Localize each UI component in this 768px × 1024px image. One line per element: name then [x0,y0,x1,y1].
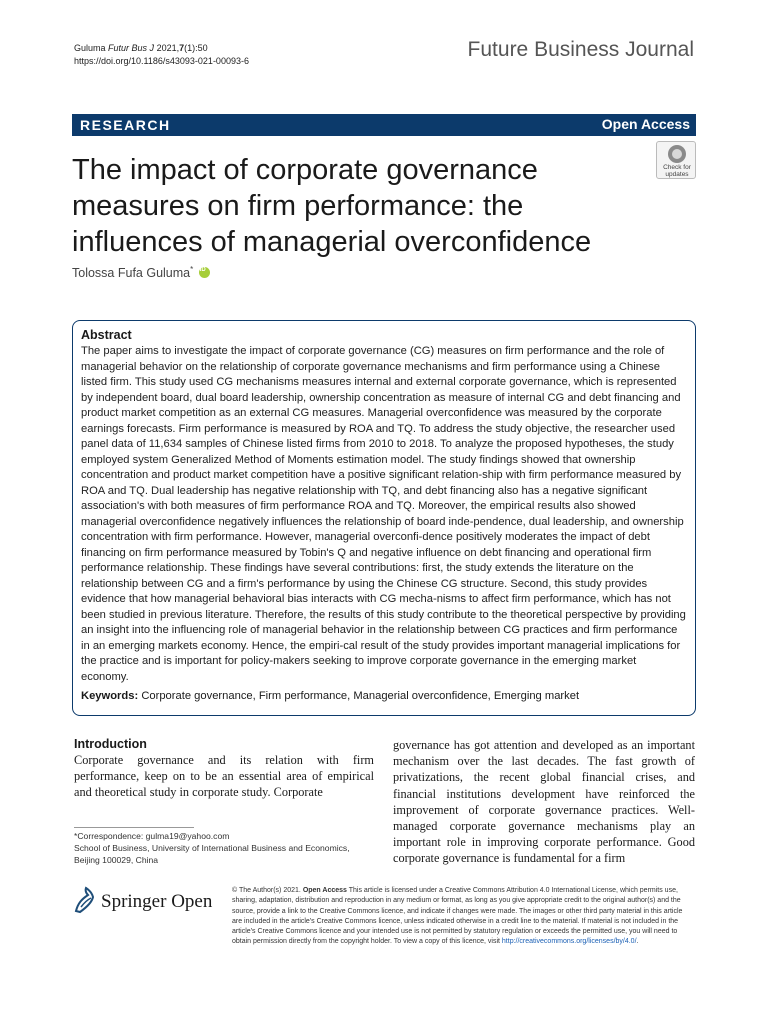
license-body: This article is licensed under a Creative Commons Attribution 4.0 International License, which permits use, sharing, adaptation, distribution and reproduction in any medium or format, as long as you give appropriate credit to the original author(s) and the source, provide a link to the Creative Commons licence, and indicate if changes were made. The images or other third party material in this article are included in the article's Creative Commons licence, unless indicated otherwise in a credit line to the material. If material is not included in the article's Creative Commons licence and your intended use is not permitted by statutory regulation or exceeds the permitted use, you will need to obtain permission directly from the copyright holder. To view a copy of this licence, visit [232,887,683,946]
intro-left-column [74,737,374,801]
journal-name: Future Business Journal [467,38,694,61]
license-prefix: © The Author(s) 2021. [232,887,301,894]
section-bar [72,114,696,136]
license-open-access: Open Access [302,887,347,894]
check-updates-icon [668,145,686,163]
introduction-heading: Introduction [74,737,147,751]
footnote-divider [74,827,194,828]
section-label: RESEARCH [80,117,171,133]
springer-open-suffix: Open [171,891,213,912]
keywords-text: Corporate governance, Firm performance, Managerial overconfidence, Emerging market [141,690,580,702]
keywords-label: Keywords: [81,690,139,702]
license-text [232,886,692,948]
citation-block [74,42,249,68]
springer-horse-icon [72,885,98,915]
author-line [72,265,210,280]
cite-issue: (1):50 [184,43,208,53]
correspondence-footnote [74,830,374,866]
footnote-line-3: Beijing 100029, China [74,855,159,865]
footnote-line-1: *Correspondence: gulma19@yahoo.com [74,831,230,841]
intro-left-text: Corporate governance and its relation with firm performance, keep on to be an essential area of empirical and theoretical study in corporate study. Corporate [74,753,374,800]
cite-author: Guluma [74,43,106,53]
check-for-updates-badge[interactable] [656,141,696,179]
badge-text [657,164,697,178]
open-access-label: Open Access [601,116,690,132]
footnote-line-2: School of Business, University of International Business and Economics, [74,843,350,853]
article-title: The impact of corporate governance measures on firm performance: the influences of managerial overconfidence [72,154,592,258]
intro-right-text: governance has got attention and developed as an important mechanism over the last decades. The fast growth of privatizations, the recent global financial crises, and financial institutions development have reinforced the improvement of corporate governance practices. Well-managed corporate governance mechanisms play an important role in improving corporate performance. Good corporate governance is fundamental for a firm [393,738,695,866]
author-name[interactable]: Tolossa Fufa Guluma [72,266,191,281]
cite-year: 2021, [156,43,180,53]
abstract-body: The paper aims to investigate the impact of corporate governance (CG) measures on firm performance and the role of managerial behavior on the relationship of corporate governance mechanisms and firm performance using a Chinese listed firm. This study used CG mechanisms measures internal and external corporate governance, which is represented by independent board, dual board leadership, ownership concentration as measure of internal CG and debt financing and product market competition as an external CG measures. Managerial overconfidence was measured by the corporate earnings forecasts. Firm performance is measured by ROA and TQ. To address the study objective, the researcher used panel data of 11,634 samples of Chinese listed firms from 2010 to 2018. To analyze the proposed hypotheses, the study employed system Generalized Method of Moments estimation model. The study findings showed that ownership concentration and product market competition have a positive significant relation-ship with firm performance measured by ROA and TQ. Dual leadership has negative relationship with TQ, and debt financing also has a negative significant association's with both measures of firm performance ROA and TQ. Moreover, the empirical results also showed managerial overconfidence negatively influences the relationship of board inde-pendence, dual leadership, and ownership concentration with firm performance. However, managerial overconfi-dence positively moderates the impact of debt financing on firm performance measured by Tobin's Q and negative influence on debt financing and operational firm performance relationship. These findings have several contributions: first, the study extends the literature on the relationship between CG and a firm's performance by using the Chinese CG structure. Second, this study provides evidence that how managerial behavioral bias interacts with CG mecha-nisms to affect firm performance, which has not been studied in previous literature. Therefore, the results of this study contribute to the theoretical perspective by providing an insight into the influencing role of managerial behavior in the relationship between CG practices and firm performance in an emerging markets economy. Hence, the empiri-cal result of the study provides important managerial implications for the practice and is important for policy-makers seeking to improve corporate governance in the emerging market economy. [81,345,686,683]
springer-wordmark [101,891,212,913]
license-url-link[interactable]: http://creativecommons.org/licenses/by/4.0/ [501,938,637,946]
author-mark: * [190,265,194,274]
license-end: . [636,938,639,946]
orcid-icon[interactable] [199,267,210,278]
springer-open-logo [72,885,222,919]
citation-line [74,42,249,55]
abstract-heading: Abstract [81,328,132,342]
cite-journal: Futur Bus J [108,43,155,53]
badge-line-1: Check for [663,164,691,171]
doi-link[interactable]: https://doi.org/10.1186/s43093-021-00093-6 [74,56,249,66]
intro-right-column [393,737,695,867]
abstract-box [72,320,696,716]
badge-line-2: updates [665,171,689,178]
keywords-line [81,689,687,704]
springer-name: Springer [101,891,167,912]
cite-volume: 7 [179,43,185,53]
